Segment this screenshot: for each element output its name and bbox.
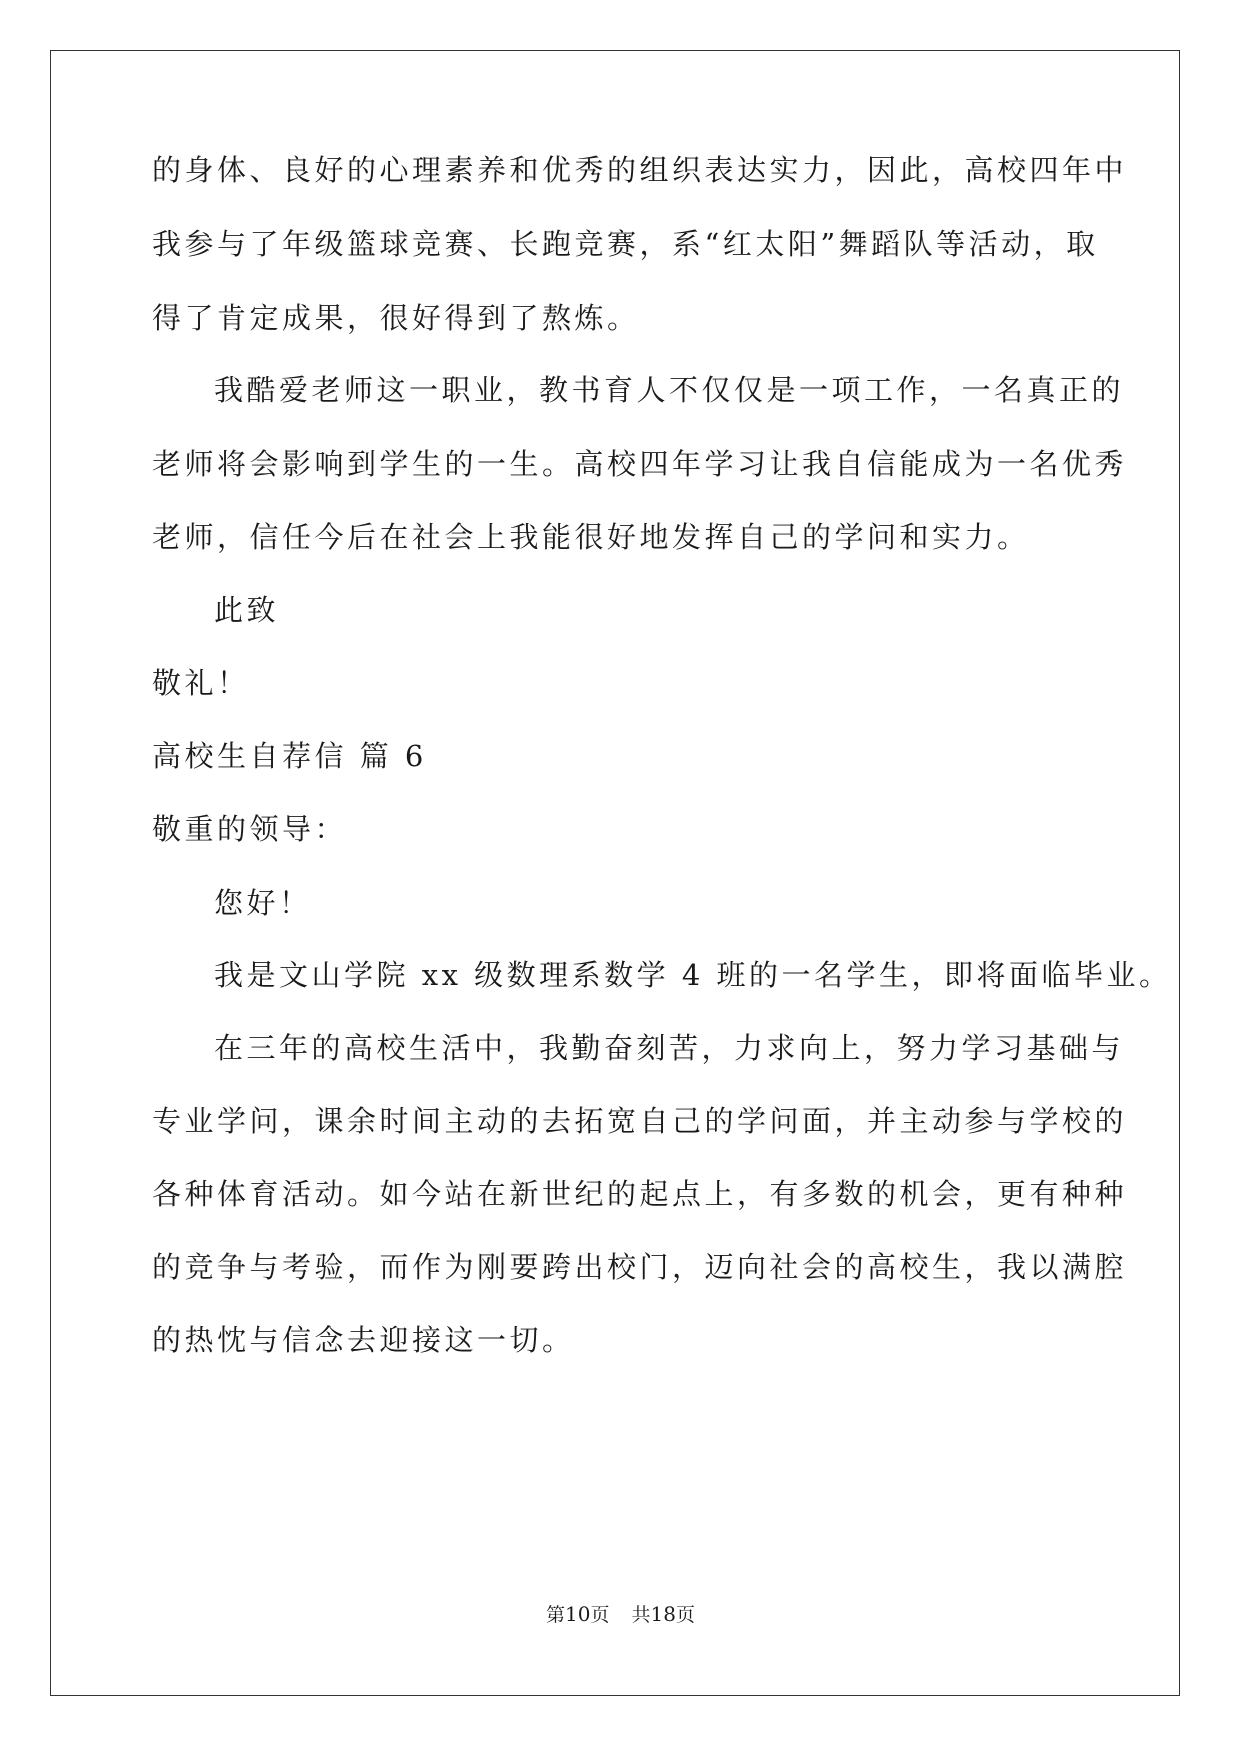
footer-page-mid: 页 [590, 1604, 610, 1626]
salutation: 敬重的领导： [152, 812, 348, 846]
body-line-5: 老师将会影响到学生的一生。高校四年学习让我自信能成为一名优秀 [152, 447, 1128, 481]
footer-page-current: 10 [565, 1602, 591, 1626]
body-line-4: 我酷爱老师这一职业，教书育人不仅仅是一项工作，一名真正的 [214, 373, 1125, 407]
footer-total-suffix: 页 [675, 1604, 695, 1626]
body-line-17: 的热忱与信念去迎接这一切。 [152, 1323, 575, 1357]
body-line-2: 我参与了年级篮球竞赛、长跑竞赛，系“红太阳”舞蹈队等活动，取 [152, 227, 1099, 261]
closing-jing-li: 敬礼！ [152, 666, 250, 700]
body-line-14: 专业学问，课余时间主动的去拓宽自己的学问面，并主动参与学校的 [152, 1104, 1128, 1138]
body-line-13: 在三年的高校生活中，我勤奋刻苦，力求向上，努力学习基础与 [214, 1031, 1125, 1065]
footer-page-total: 18 [650, 1602, 676, 1626]
body-line-3: 得了肯定成果，很好得到了熬炼。 [152, 301, 640, 335]
page-footer [0, 1602, 1241, 1627]
footer-total-prefix: 共 [631, 1604, 651, 1626]
section-heading: 高校生自荐信 篇 6 [152, 739, 427, 773]
body-line-15: 各种体育活动。如今站在新世纪的起点上，有多数的机会，更有种种 [152, 1177, 1128, 1211]
greeting: 您好！ [214, 886, 312, 920]
body-line-1: 的身体、良好的心理素养和优秀的组织表达实力，因此，高校四年中 [152, 153, 1128, 187]
footer-page-prefix: 第 [546, 1604, 566, 1626]
body-line-16: 的竞争与考验，而作为刚要跨出校门，迈向社会的高校生，我以满腔 [152, 1250, 1128, 1284]
closing-ci-zhi: 此致 [214, 593, 280, 627]
page-border [50, 50, 1180, 1696]
body-line-12: 我是文山学院 xx 级数理系数学 4 班的一名学生，即将面临毕业。 [214, 958, 1172, 992]
body-line-6: 老师，信任今后在社会上我能很好地发挥自己的学问和实力。 [152, 520, 1030, 554]
